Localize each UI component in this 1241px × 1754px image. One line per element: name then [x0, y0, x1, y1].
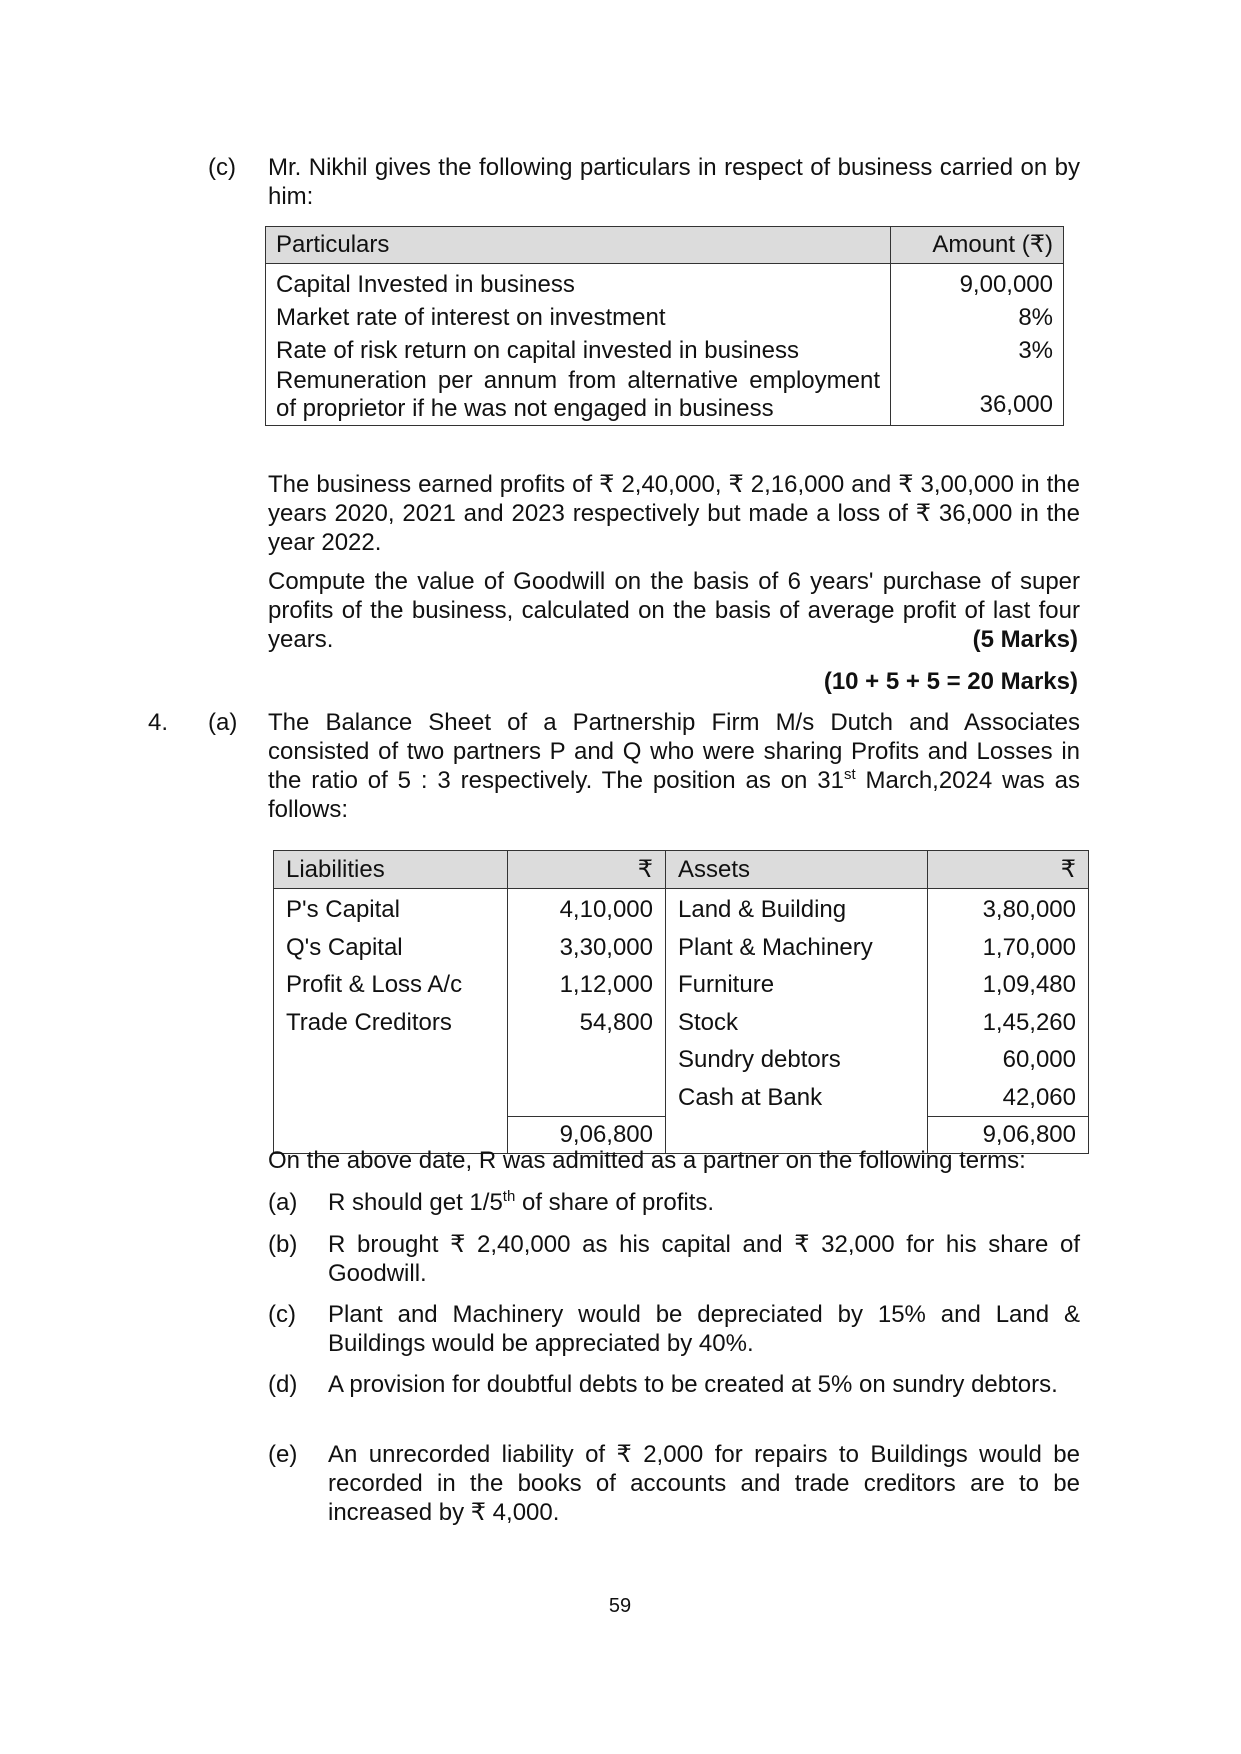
term-label: (c)	[268, 1301, 296, 1328]
term-label: (e)	[268, 1441, 298, 1468]
particulars-column	[266, 264, 891, 426]
asset-amount: 1,45,260	[982, 1008, 1076, 1036]
asset-name: Land & Building	[678, 896, 847, 923]
assets-amount-header: ₹	[928, 851, 1089, 889]
liability-name: Trade Creditors	[286, 1008, 452, 1036]
particular-row: Rate of risk return on capital invested in business	[276, 337, 799, 364]
particular-row: Capital Invested in business	[276, 271, 575, 298]
asset-name: Stock	[678, 1008, 739, 1036]
liability-amount: 54,800	[579, 1008, 653, 1036]
liability-amount: 1,12,000	[559, 971, 653, 998]
liability-name: Q's Capital	[286, 933, 403, 961]
term-text: An unrecorded liability of ₹ 2,000 for repairs to Buildings would be recorded in the books of accounts and trade creditors are to be increased by ₹ 4,000.	[328, 1441, 1080, 1526]
asset-name: Furniture	[678, 971, 775, 998]
amount-cell: 9,00,000	[959, 271, 1053, 298]
term-text: R should get 1/5th of share of profits.	[328, 1188, 715, 1216]
term-label: (d)	[268, 1371, 298, 1398]
particulars-table	[265, 226, 1064, 426]
compute-paragraph: Compute the value of Goodwill on the basis of 6 years' purchase of super profits of the business, calculated on the basis of average profit of last four years.	[268, 568, 1080, 653]
term-text: A provision for doubtful debts to be created at 5% on sundry debtors.	[328, 1371, 1058, 1398]
asset-name: Sundry debtors	[678, 1046, 841, 1073]
amount-cell: 3%	[1018, 337, 1053, 364]
particulars-header: Particulars	[266, 227, 891, 264]
term-label: (a)	[268, 1189, 298, 1216]
amount-header: Amount (₹)	[891, 227, 1064, 264]
amount-column	[891, 264, 1064, 426]
term-text: R brought ₹ 2,40,000 as his capital and ₹ 32,000 for his share of Goodwill.	[328, 1231, 1080, 1287]
liability-name: P's Capital	[286, 896, 400, 923]
liabilities-amount-column	[508, 889, 666, 1117]
particular-row: Remuneration per annum from alternative employment of proprietor if he was not engaged in business	[276, 367, 880, 422]
term-text: Plant and Machinery would be depreciated by 15% and Land & Buildings would be appreciated by 40%.	[328, 1301, 1080, 1357]
assets-amount-column	[928, 889, 1089, 1117]
part-c-intro: Mr. Nikhil gives the following particulars in respect of business carried on by him:	[268, 154, 1080, 210]
asset-amount: 3,80,000	[982, 896, 1076, 923]
page-number: 59	[608, 1595, 632, 1617]
q4-intro: The Balance Sheet of a Partnership Firm M/s Dutch and Associates consisted of two partners P and Q who were sharing Profits and Losses in the ratio of 5 : 3 respectively. The position as on 31st March,2024 was as follows:	[268, 709, 1080, 823]
assets-total: 9,06,800	[928, 1117, 1089, 1154]
liability-name: Profit & Loss A/c	[286, 971, 463, 998]
term-label: (b)	[268, 1231, 298, 1258]
asset-amount: 42,060	[1002, 1083, 1076, 1111]
liabilities-column	[274, 889, 508, 1154]
liabilities-total: 9,06,800	[508, 1117, 666, 1154]
profits-paragraph: The business earned profits of ₹ 2,40,000, ₹ 2,16,000 and ₹ 3,00,000 in the years 2020, 2021 and 2023 respectively but made a loss of ₹ 36,000 in the year 2022.	[268, 471, 1080, 556]
asset-amount: 1,70,000	[982, 933, 1076, 961]
amount-cell: 8%	[1018, 304, 1053, 331]
terms-intro: On the above date, R was admitted as a partner on the following terms:	[268, 1147, 1026, 1174]
asset-name: Plant & Machinery	[678, 933, 873, 961]
assets-header: Assets	[666, 851, 928, 889]
marks-label: (5 Marks)	[972, 626, 1078, 653]
amount-cell: 36,000	[979, 391, 1053, 418]
q4-part-label: (a)	[208, 709, 238, 736]
part-c-label: (c)	[208, 154, 236, 181]
asset-amount: 1,09,480	[982, 971, 1076, 998]
particular-row: Market rate of interest on investment	[276, 304, 666, 331]
liability-amount: 3,30,000	[559, 933, 653, 961]
assets-column	[666, 889, 928, 1154]
liability-amount: 4,10,000	[559, 896, 653, 923]
total-marks-label: (10 + 5 + 5 = 20 Marks)	[823, 668, 1078, 695]
liabilities-amount-header: ₹	[508, 851, 666, 889]
question-number: 4.	[148, 709, 169, 736]
asset-name: Cash at Bank	[678, 1083, 823, 1111]
liabilities-header: Liabilities	[274, 851, 508, 889]
asset-amount: 60,000	[1002, 1046, 1076, 1073]
balance-sheet-table	[273, 850, 1089, 1154]
